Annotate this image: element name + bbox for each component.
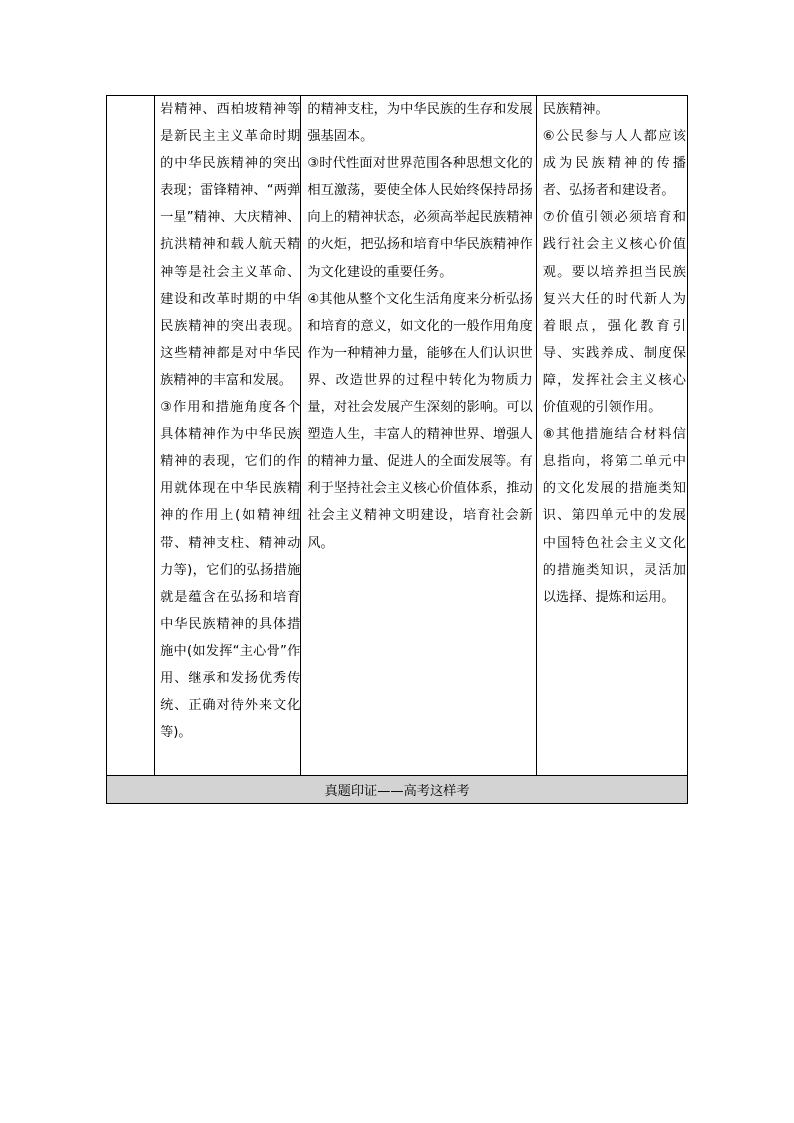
paragraph: 民族精神。 (542, 102, 609, 117)
paragraph: 岩精神、西柏坡精神等是新民主主义革命时期的中华民族精神的突出表现；雷锋精神、“两弹一星”精神、大庆精神、抗洪精神和载人航天精神等是社会主义革命、建设和改革时期的中华民族精神的突出表现。这些精神都是对中华民族精神的丰富和发展。 (160, 102, 301, 388)
section-header: 真题印证——高考这样考 (107, 776, 688, 804)
table-cell-col3 (536, 96, 687, 776)
table-row (107, 96, 688, 776)
paragraph: ⑥公民参与人人都应该成为民族精神的传播者、弘扬者和建设者。 (542, 129, 686, 199)
paragraph: ③作用和措施角度各个具体精神作为中华民族精神的表现，它们的作用就体现在中华民族精神的作用上(如精神纽带、精神支柱、精神动力等)，它们的弘扬措施就是蕴含在弘扬和培育中华民族精神的具体措施中(如发挥“主心骨”作用、继承和发扬优秀传统、正确对待外来文化等)。 (160, 400, 301, 741)
content-table (106, 95, 688, 804)
paragraph: ⑦价值引领必须培育和践行社会主义核心价值观。要以培养担当民族复兴大任的时代新人为着眼点，强化教育引导、实践养成、制度保障，发挥社会主义核心价值观的引领作用。 (542, 210, 686, 416)
paragraph: 的精神支柱，为中华民族的生存和发展强基固本。 (307, 102, 533, 145)
paragraph: ③时代性面对世界范围各种思想文化的相互激荡，要使全体人民始终保持昂扬向上的精神状态，必须高举起民族精神的火炬，把弘扬和培育中华民族精神作为文化建设的重要任务。 (307, 156, 533, 280)
table-cell-col1 (155, 96, 301, 776)
section-header-row (107, 776, 688, 804)
table-cell-empty (107, 96, 155, 776)
table-cell-col2 (301, 96, 536, 776)
paragraph: ④其他从整个文化生活角度来分析弘扬和培育的意义，如文化的一般作用角度作为一种精神力量，能够在人们认识世界、改造世界的过程中转化为物质力量，对社会发展产生深刻的影响。可以塑造人生，丰富人的精神世界、增强人的精神力量、促进人的全面发展等。有利于坚持社会主义核心价值体系，推动社会主义精神文明建设，培育社会新风。 (307, 291, 533, 551)
paragraph: ⑧其他措施结合材料信息指向，将第二单元中的文化发展的措施类知识、第四单元中的发展中国特色社会主义文化的措施类知识，灵活加以选择、提炼和运用。 (542, 427, 686, 605)
